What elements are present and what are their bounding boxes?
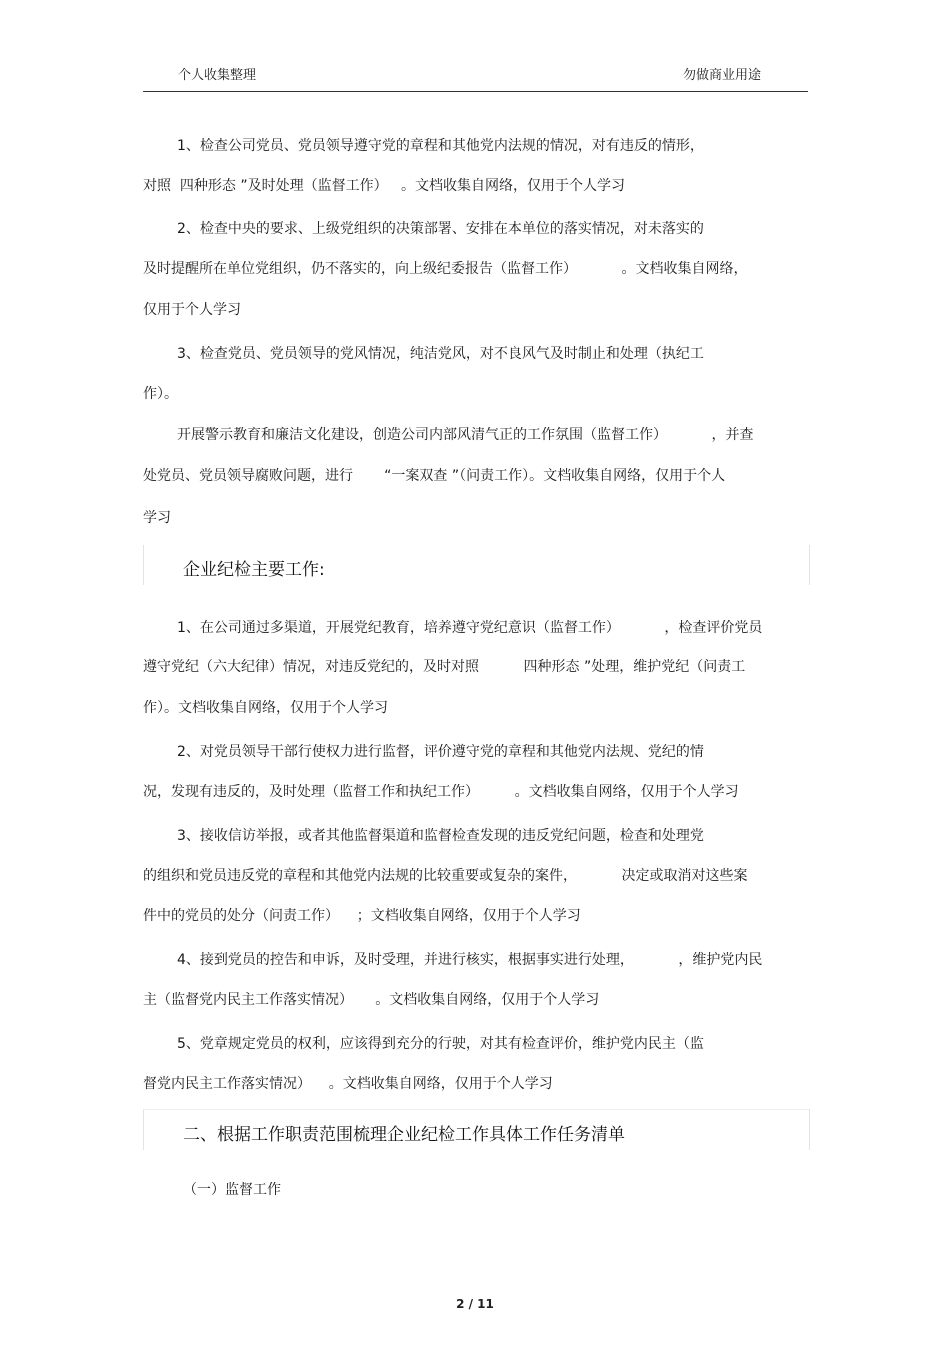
paragraph-line: 2、对党员领导干部行使权力进行监督，评价遵守党的章程和其他党内法规、党纪的情: [177, 744, 704, 760]
paragraph-line: 学习: [143, 510, 171, 526]
section-heading: 企业纪检主要工作:: [183, 560, 325, 580]
paragraph-line: 1、在公司通过多渠道，开展党纪教育，培养遵守党纪意识（监督工作） ，检查评价党员: [177, 620, 763, 636]
paragraph-line: 及时提醒所在单位党组织，仍不落实的，向上级纪委报告（监督工作） 。文档收集自网络，: [143, 261, 748, 277]
paragraph-line: 遵守党纪（六大纪律）情况，对违反党纪的，及时对照 四种形态 ”处理，维护党纪（问责工: [143, 659, 746, 675]
header-divider: [143, 91, 808, 92]
subsection-heading: （一）监督工作: [183, 1182, 281, 1198]
page-number: 2 / 11: [456, 1297, 494, 1311]
paragraph-line: 5、党章规定党员的权利，应该得到充分的行驶，对其有检查评价，维护党内民主（监: [177, 1036, 704, 1052]
paragraph-line: 作）。: [143, 386, 178, 402]
section-heading: 二、根据工作职责范围梳理企业纪检工作具体工作任务清单: [183, 1125, 625, 1145]
paragraph-line: 3、检查党员、党员领导的党风情况，纯洁党风，对不良风气及时制止和处理（执纪工: [177, 346, 704, 362]
paragraph-line: 3、接收信访举报，或者其他监督渠道和监督检查发现的违反党纪问题，检查和处理党: [177, 828, 704, 844]
paragraph-line: 况，发现有违反的，及时处理（监督工作和执纪工作） 。文档收集自网络，仅用于个人学习: [143, 784, 739, 800]
paragraph-line: 2、检查中央的要求、上级党组织的决策部署、安排在本单位的落实情况，对未落实的: [177, 221, 704, 237]
paragraph-line: 督党内民主工作落实情况） 。文档收集自网络，仅用于个人学习: [143, 1076, 553, 1092]
paragraph-line: 处党员、党员领导腐败问题，进行 “一案双查 ”（问责工作）。文档收集自网络，仅用于个人: [143, 468, 726, 484]
paragraph-line: 主（监督党内民主工作落实情况） 。文档收集自网络，仅用于个人学习: [143, 992, 600, 1008]
paragraph-line: 的组织和党员违反党的章程和其他党内法规的比较重要或复杂的案件， 决定或取消对这些案: [143, 868, 748, 884]
paragraph-line: 1、检查公司党员、党员领导遵守党的章程和其他党内法规的情况，对有违反的情形，: [177, 138, 704, 154]
header-right-text: 勿做商业用途: [683, 68, 762, 83]
paragraph-line: 对照 四种形态 ”及时处理（监督工作） 。文档收集自网络，仅用于个人学习: [143, 178, 625, 194]
header-left-text: 个人收集整理: [178, 68, 257, 83]
paragraph-line: 4、接到党员的控告和申诉，及时受理，并进行核实，根据事实进行处理， ，维护党内民: [177, 952, 763, 968]
paragraph-line: 件中的党员的处分（问责工作） ；文档收集自网络，仅用于个人学习: [143, 908, 581, 924]
paragraph-line: 作）。文档收集自网络，仅用于个人学习: [143, 700, 388, 716]
paragraph-line: 开展警示教育和廉洁文化建设，创造公司内部风清气正的工作氛围（监督工作） ，并查: [177, 427, 754, 443]
paragraph-line: 仅用于个人学习: [143, 302, 241, 318]
